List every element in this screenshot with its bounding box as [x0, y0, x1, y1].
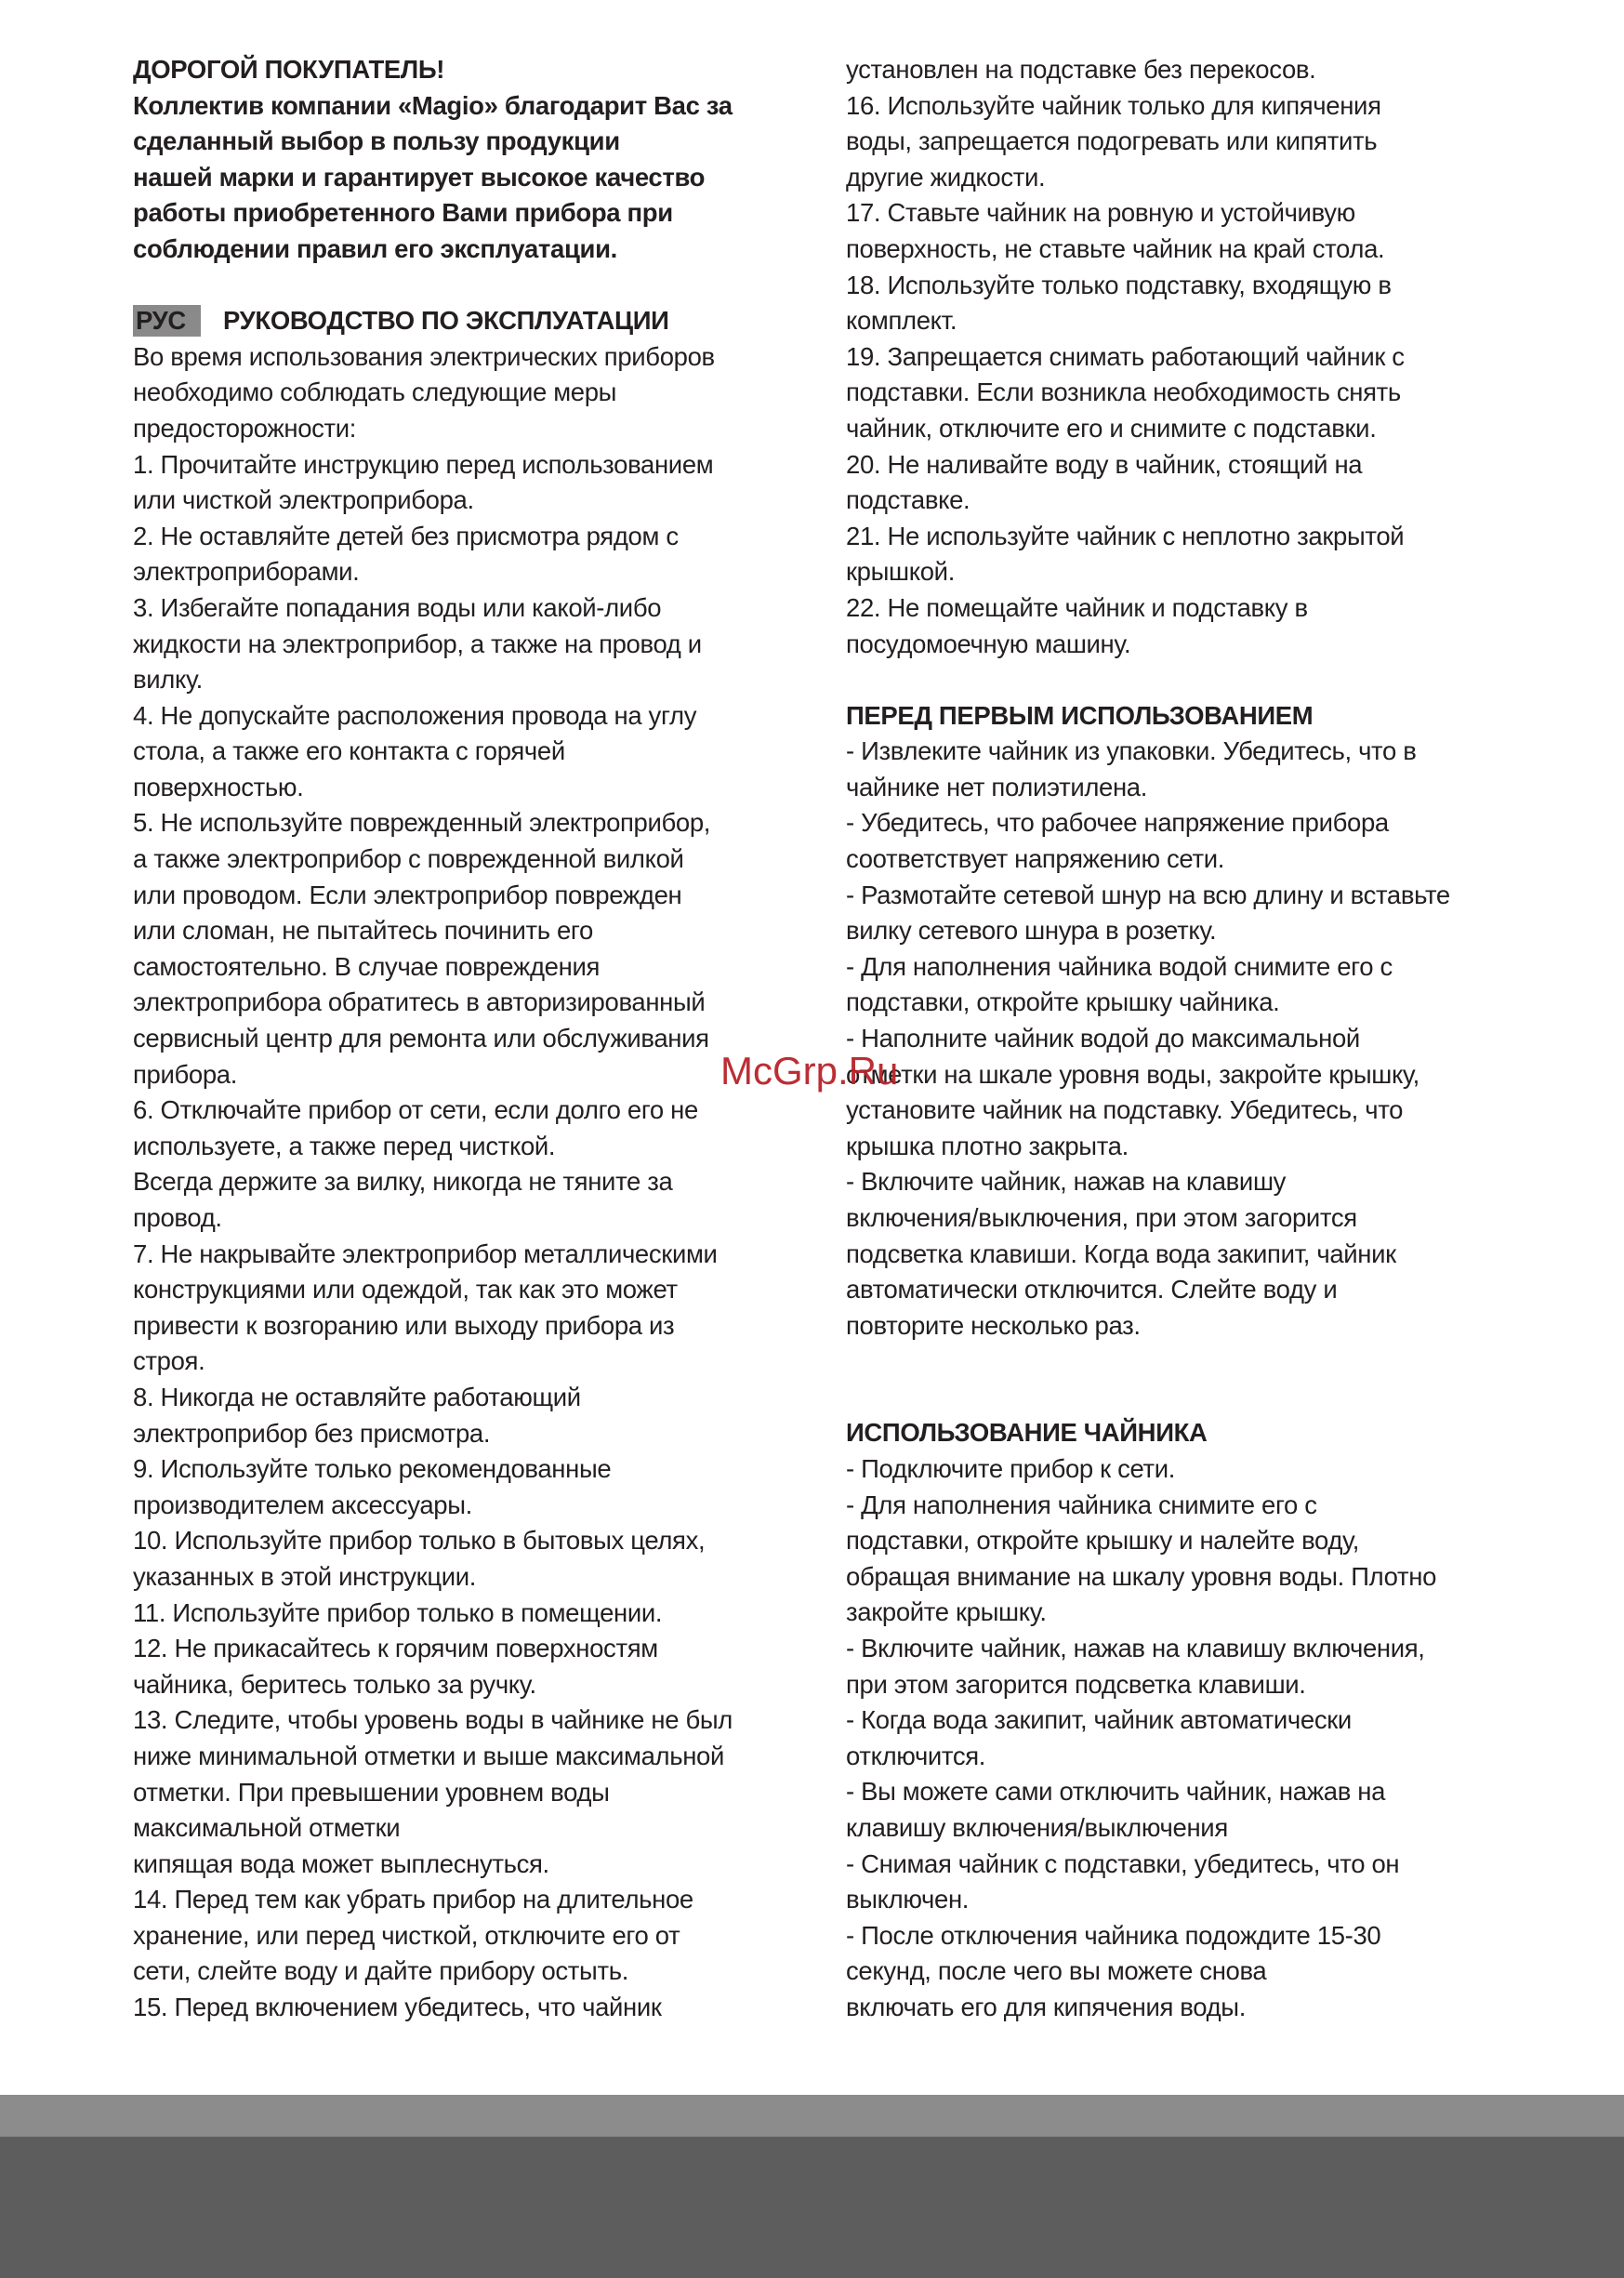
manual-line: максимальной отметки: [133, 1813, 401, 1843]
first-use-line: вилку сетевого шнура в розетку.: [846, 916, 1217, 946]
first-use-line: - Извлеките чайник из упаковки. Убедитесь, что в: [846, 736, 1417, 766]
manual-line: конструкциями или одеждой, так как это может: [133, 1275, 678, 1305]
right-column: [846, 52, 1515, 2025]
manual-title: РУКОВОДСТВО ПО ЭКСПЛУАТАЦИИ: [223, 306, 669, 336]
manual-line: провод.: [133, 1203, 222, 1232]
manual-line: или чисткой электроприбора.: [133, 485, 474, 515]
manual-heading: [133, 303, 812, 339]
first-use-line: - Размотайте сетевой шнур на всю длину и вставьте: [846, 880, 1450, 909]
manual-line: а также электроприбор с поврежденной вилкой: [133, 844, 684, 874]
first-use-line: включения/выключения, при этом загорится: [846, 1203, 1357, 1232]
manual-text: [133, 339, 812, 2026]
manual-line: подставке.: [846, 485, 970, 515]
first-use-line: - Для наполнения чайника водой снимите его с: [846, 951, 1393, 981]
language-badge: РУС: [133, 305, 201, 337]
kettle-use-line: - После отключения чайника подождите 15-30: [846, 1920, 1381, 1950]
manual-line: другие жидкости.: [846, 162, 1046, 192]
manual-line: 7. Не накрывайте электроприбор металлическими: [133, 1238, 718, 1268]
kettle-use-line: обращая внимание на шкалу уровня воды. Плотно: [846, 1561, 1437, 1591]
manual-line: прибора.: [133, 1059, 238, 1089]
kettle-use-line: клавишу включения/выключения: [846, 1812, 1228, 1842]
manual-line: стола, а также его контакта с горячей: [133, 736, 565, 766]
manual-line: 8. Никогда не оставляйте работающий: [133, 1382, 581, 1411]
first-use-text: [846, 734, 1515, 1344]
manual-line: 3. Избегайте попадания воды или какой-либо: [133, 592, 662, 622]
manual-line: чайник, отключите его и снимите с подставки.: [846, 413, 1377, 443]
left-column: [133, 52, 812, 2026]
kettle-use-line: - Включите чайник, нажав на клавишу включения,: [846, 1633, 1425, 1662]
kettle-use-line: включать его для кипячения воды.: [846, 1992, 1246, 2021]
manual-line: 1. Прочитайте инструкцию перед использованием: [133, 449, 714, 479]
manual-line: используете, а также перед чисткой.: [133, 1131, 556, 1160]
greeting-line: нашей марки и гарантирует высокое качество: [133, 162, 706, 192]
manual-line: 6. Отключайте прибор от сети, если долго его не: [133, 1095, 698, 1125]
kettle-use-title: ИСПОЛЬЗОВАНИЕ ЧАЙНИКА: [846, 1418, 1208, 1448]
kettle-use-line: - Вы можете сами отключить чайник, нажав на: [846, 1777, 1386, 1807]
manual-line: или проводом. Если электроприбор поврежден: [133, 880, 682, 909]
manual-line: поверхностью.: [133, 772, 304, 801]
first-use-line: автоматически отключится. Слейте воду и: [846, 1275, 1338, 1305]
manual-line: посудомоечную машину.: [846, 629, 1131, 658]
first-use-line: соответствует напряжению сети.: [846, 844, 1224, 874]
kettle-use-line: секунд, после чего вы можете снова: [846, 1956, 1267, 1986]
manual-line: самостоятельно. В случае повреждения: [133, 951, 601, 981]
manual-line: 11. Используйте прибор только в помещении.: [133, 1597, 663, 1627]
manual-line: электроприбор без присмотра.: [133, 1418, 491, 1448]
manual-line: производителем аксессуары.: [133, 1490, 472, 1519]
manual-line: 21. Не используйте чайник с неплотно закрытой: [846, 521, 1405, 550]
manual-line: жидкости на электроприбор, а также на провод и: [133, 629, 702, 658]
first-use-line: чайнике нет полиэтилена.: [846, 772, 1148, 801]
manual-line: хранение, или перед чисткой, отключите его от: [133, 1920, 680, 1950]
first-use-line: повторите несколько раз.: [846, 1310, 1141, 1340]
manual-line: 18. Используйте только подставку, входящую в: [846, 270, 1392, 299]
manual-line: поверхность, не ставьте чайник на край стола.: [846, 233, 1385, 263]
first-use-line: подставки, откройте крышку чайника.: [846, 987, 1280, 1017]
manual-line: электроприбора обратитесь в авторизированный: [133, 987, 706, 1017]
footer-band-light: [0, 2095, 1624, 2137]
greeting-line: Коллектив компании «Magio» благодарит Вас за: [133, 90, 733, 120]
first-use-line: установите чайник на подставку. Убедитесь, что: [846, 1095, 1404, 1125]
manual-line: указанных в этой инструкции.: [133, 1561, 477, 1591]
manual-line: воды, запрещается подогревать или кипятить: [846, 126, 1378, 156]
first-use-line: - Убедитесь, что рабочее напряжение прибора: [846, 808, 1389, 838]
manual-line: 4. Не допускайте расположения провода на углу: [133, 700, 697, 730]
first-use-line: крышка плотно закрыта.: [846, 1131, 1129, 1160]
footer-band-dark: [0, 2137, 1624, 2278]
greeting-line: сделанный выбор в пользу продукции: [133, 126, 620, 156]
manual-line: кипящая вода может выплеснуться.: [133, 1848, 549, 1878]
manual-line: отметки. При превышении уровнем воды: [133, 1777, 610, 1807]
manual-line: необходимо соблюдать следующие меры: [133, 377, 617, 407]
manual-line: 10. Используйте прибор только в бытовых целях,: [133, 1526, 706, 1556]
manual-line: 19. Запрещается снимать работающий чайник с: [846, 341, 1405, 371]
manual-line: 14. Перед тем как убрать прибор на длительное: [133, 1885, 693, 1914]
manual-line: 17. Ставьте чайник на ровную и устойчивую: [846, 198, 1355, 228]
first-use-line: подсветка клавиши. Когда вода закипит, чайник: [846, 1238, 1396, 1268]
manual-line: 9. Используйте только рекомендованные: [133, 1454, 612, 1484]
manual-line: или сломан, не пытайтесь починить его: [133, 916, 593, 946]
kettle-use-line: - Когда вода закипит, чайник автоматически: [846, 1705, 1352, 1735]
kettle-use-line: выключен.: [846, 1885, 970, 1914]
manual-line: предосторожности:: [133, 413, 357, 443]
kettle-use-line: отключится.: [846, 1741, 986, 1770]
kettle-use-line: - Для наполнения чайника снимите его с: [846, 1490, 1317, 1519]
manual-line: 22. Не помещайте чайник и подставку в: [846, 592, 1308, 622]
manual-line: 13. Следите, чтобы уровень воды в чайнике не был: [133, 1705, 733, 1735]
manual-line: Всегда держите за вилку, никогда не тяните за: [133, 1167, 673, 1197]
first-use-line: - Включите чайник, нажав на клавишу: [846, 1167, 1287, 1197]
manual-line: 2. Не оставляйте детей без присмотра рядом с: [133, 521, 679, 550]
greeting-block: [133, 52, 812, 268]
manual-line: электроприборами.: [133, 557, 360, 587]
manual-line: ниже минимальной отметки и выше максимальной: [133, 1741, 724, 1770]
manual-line: сети, слейте воду и дайте прибору остыть.: [133, 1956, 628, 1986]
kettle-use-line: подставки, откройте крышку и налейте воду,: [846, 1526, 1359, 1556]
manual-line: сервисный центр для ремонта или обслуживания: [133, 1024, 709, 1053]
kettle-use-text: [846, 1451, 1515, 2026]
first-use-title: ПЕРЕД ПЕРВЫМ ИСПОЛЬЗОВАНИЕМ: [846, 700, 1314, 730]
manual-line: чайника, беритесь только за ручку.: [133, 1669, 536, 1699]
greeting-line: соблюдении правил его эксплуатации.: [133, 233, 617, 263]
first-use-line: - Наполните чайник водой до максимальной: [846, 1024, 1360, 1053]
manual-line: 15. Перед включением убедитесь, что чайник: [133, 1993, 662, 2022]
manual-line: Во время использования электрических приборов: [133, 341, 715, 371]
manual-line: 16. Используйте чайник только для кипячения: [846, 90, 1381, 120]
manual-line: крышкой.: [846, 557, 955, 587]
greeting-line: работы приобретенного Вами прибора при: [133, 198, 673, 228]
manual-line: 20. Не наливайте воду в чайник, стоящий на: [846, 449, 1363, 479]
manual-line: комплект.: [846, 306, 957, 336]
manual-line: привести к возгоранию или выходу прибора из: [133, 1310, 675, 1340]
manual-line: строя.: [133, 1346, 205, 1376]
manual-text-continued: [846, 52, 1515, 662]
kettle-use-line: при этом загорится подсветка клавиши.: [846, 1669, 1306, 1699]
kettle-use-line: - Подключите прибор к сети.: [846, 1453, 1176, 1483]
first-use-line: отметки на шкале уровня воды, закройте крышку,: [846, 1059, 1419, 1089]
kettle-use-line: - Снимая чайник с подставки, убедитесь, что он: [846, 1848, 1400, 1878]
greeting-line: ДОРОГОЙ ПОКУПАТЕЛЬ!: [133, 55, 445, 84]
manual-line: установлен на подставке без перекосов.: [846, 55, 1316, 84]
watermark: McGrp.Ru: [720, 1049, 899, 1093]
kettle-use-line: закройте крышку.: [846, 1597, 1047, 1627]
manual-line: 12. Не прикасайтесь к горячим поверхностям: [133, 1634, 658, 1663]
manual-line: 5. Не используйте поврежденный электроприбор,: [133, 808, 711, 838]
manual-line: вилку.: [133, 665, 203, 695]
manual-line: подставки. Если возникла необходимость снять: [846, 377, 1401, 407]
